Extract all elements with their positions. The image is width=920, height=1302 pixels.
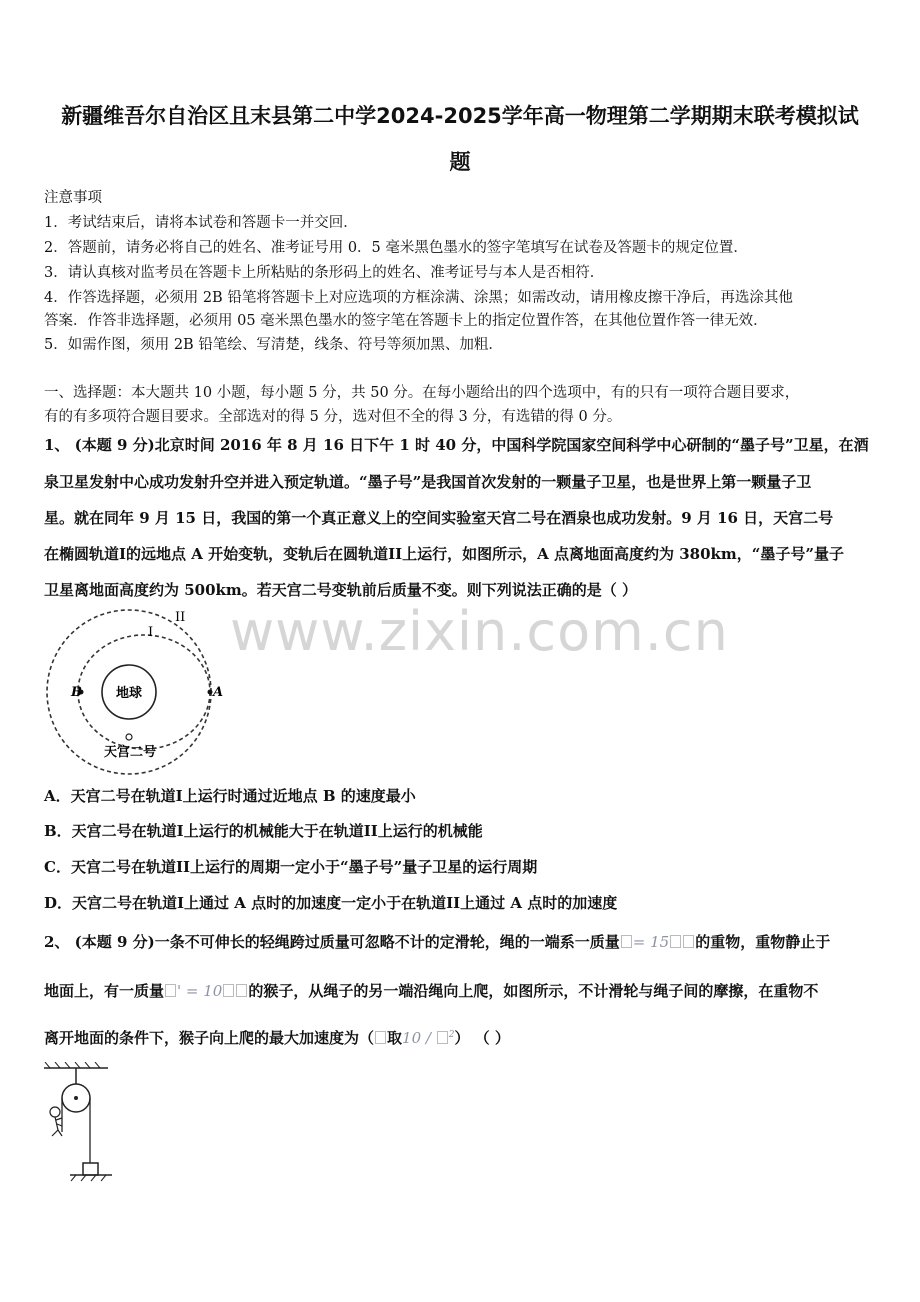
pulley-diagram [40, 1062, 120, 1187]
notice-item: 4．作答选择题，必须用 2B 铅笔将答题卡上对应选项的方框涂满、涂黑；如需改动，请用橡皮擦干净后，再选涂其他 [44, 290, 793, 306]
missing-glyph-icon [621, 935, 632, 948]
question-2-text-part: 的猴子，从绳子的另一端沿绳向上爬，如图所示，不计滑轮与绳子间的摩擦，在重物不 [248, 982, 819, 1000]
question-1-text: 1、 (本题 9 分)北京时间 2016 年 8 月 16 日下午 1 时 40 分，中国科学院国家空间科学中心研制的“墨子号”卫星，在酒 [44, 436, 869, 454]
question-2-text-part: 2、 (本题 9 分)一条不可伸长的轻绳跨过质量可忽略不计的定滑轮，绳的一端系一质量 [44, 933, 620, 951]
station-marker [126, 734, 132, 740]
question-1-text: 在椭圆轨道I的远地点 A 开始变轨，变轨后在圆轨道II上运行，如图所示，A 点离地面高度约为 380km，“墨子号”量子 [44, 545, 845, 563]
watermark: www.zixin.com.cn [230, 600, 729, 663]
section-heading: 有的有多项符合题目要求。全部选对的得 5 分，选对但不全的得 3 分，有选错的得 0 分。 [44, 409, 622, 425]
notice-item: 2．答题前，请务必将自己的姓名、准考证号用 0．5 毫米黑色墨水的签字笔填写在试卷及答题卡的规定位置． [44, 240, 748, 256]
notice-item: 3．请认真核对监考员在答题卡上所粘贴的条形码上的姓名、准考证号与本人是否相符． [44, 265, 605, 281]
option-d: D．天宫二号在轨道I上通过 A 点时的加速度一定小于在轨道II上通过 A 点时的加速度 [44, 894, 618, 912]
orbit-i-label: I [148, 625, 154, 640]
missing-glyph-icon [437, 1031, 448, 1044]
pulley-axle [74, 1096, 78, 1100]
orbit-ii-label: II [175, 610, 186, 625]
point-b-label: B [71, 685, 82, 700]
notice-heading: 注意事项 [44, 190, 102, 206]
missing-glyph-icon [165, 984, 176, 997]
gravity-exponent: 2 [448, 1030, 455, 1040]
notice-item: 5．如需作图，须用 2B 铅笔绘、写清楚，线条、符号等须加黑、加粗． [44, 337, 503, 353]
ground-hatch [71, 1175, 106, 1181]
question-1-text: 星。就在同年 9 月 15 日，我国的第一个真正意义上的空间实验室天宫二号在酒泉也成功发射。9 月 16 日，天宫二号 [44, 509, 834, 527]
question-1-text: 卫星离地面高度约为 500km。若天宫二号变轨前后质量不变。则下列说法正确的是（ ） [44, 581, 638, 599]
option-a: A．天宫二号在轨道I上运行时通过近地点 B 的速度最小 [44, 787, 416, 805]
document-title-line2: 题 [449, 150, 471, 174]
option-b: B．天宫二号在轨道I上运行的机械能大于在轨道II上运行的机械能 [44, 822, 483, 840]
option-c: C．天宫二号在轨道II上运行的周期一定小于“墨子号”量子卫星的运行周期 [44, 858, 538, 876]
question-2-text [44, 1027, 510, 1048]
missing-glyph-icon [375, 1031, 386, 1044]
ceiling-hatch [45, 1062, 100, 1068]
point-a-label: A [213, 685, 224, 700]
take-label: 取 [387, 1029, 403, 1047]
missing-glyph-icon [223, 984, 234, 997]
section-heading: 一、选择题：本大题共 10 小题，每小题 5 分，共 50 分。在每小题给出的四个选项中，有的只有一项符合题目要求， [44, 385, 800, 401]
gravity-formula: 10 / [402, 1029, 436, 1047]
question-1-text: 泉卫星发射中心成功发射升空并进入预定轨道。“墨子号”是我国首次发射的一颗量子卫星，也是世界上第一颗量子卫 [44, 473, 812, 491]
notice-item: 1．考试结束后，请将本试卷和答题卡一并交回． [44, 215, 358, 231]
question-2-text [44, 980, 818, 1001]
earth-label: 地球 [115, 686, 143, 701]
notice-item: 答案．作答非选择题，必须用 05 毫米黑色墨水的签字笔在答题卡上的指定位置作答，在其他位置作答一律无效． [44, 313, 768, 329]
document-title-line1: 新疆维吾尔自治区且末县第二中学2024-2025学年高一物理第二学期期末联考模拟试 [61, 104, 859, 128]
missing-glyph-icon [236, 984, 247, 997]
monkey-mass-formula: ' = 10 [177, 982, 223, 1000]
question-2-text-part: 离开地面的条件下，猴子向上爬的最大加速度为（ [44, 1029, 375, 1047]
question-2-text-part: 的重物，重物静止于 [695, 933, 831, 951]
question-2-text [44, 931, 830, 952]
missing-glyph-icon [670, 935, 681, 948]
station-label: 天宫二号 [103, 745, 157, 760]
weight-block [83, 1163, 98, 1175]
question-2-text-part: ） （ ） [454, 1029, 510, 1047]
point-a-marker [208, 690, 213, 695]
question-2-text-part: 地面上，有一质量 [44, 982, 165, 1000]
orbit-diagram [40, 605, 230, 785]
mass-formula: = 15 [632, 933, 670, 951]
monkey-figure [50, 1107, 62, 1136]
missing-glyph-icon [683, 935, 694, 948]
